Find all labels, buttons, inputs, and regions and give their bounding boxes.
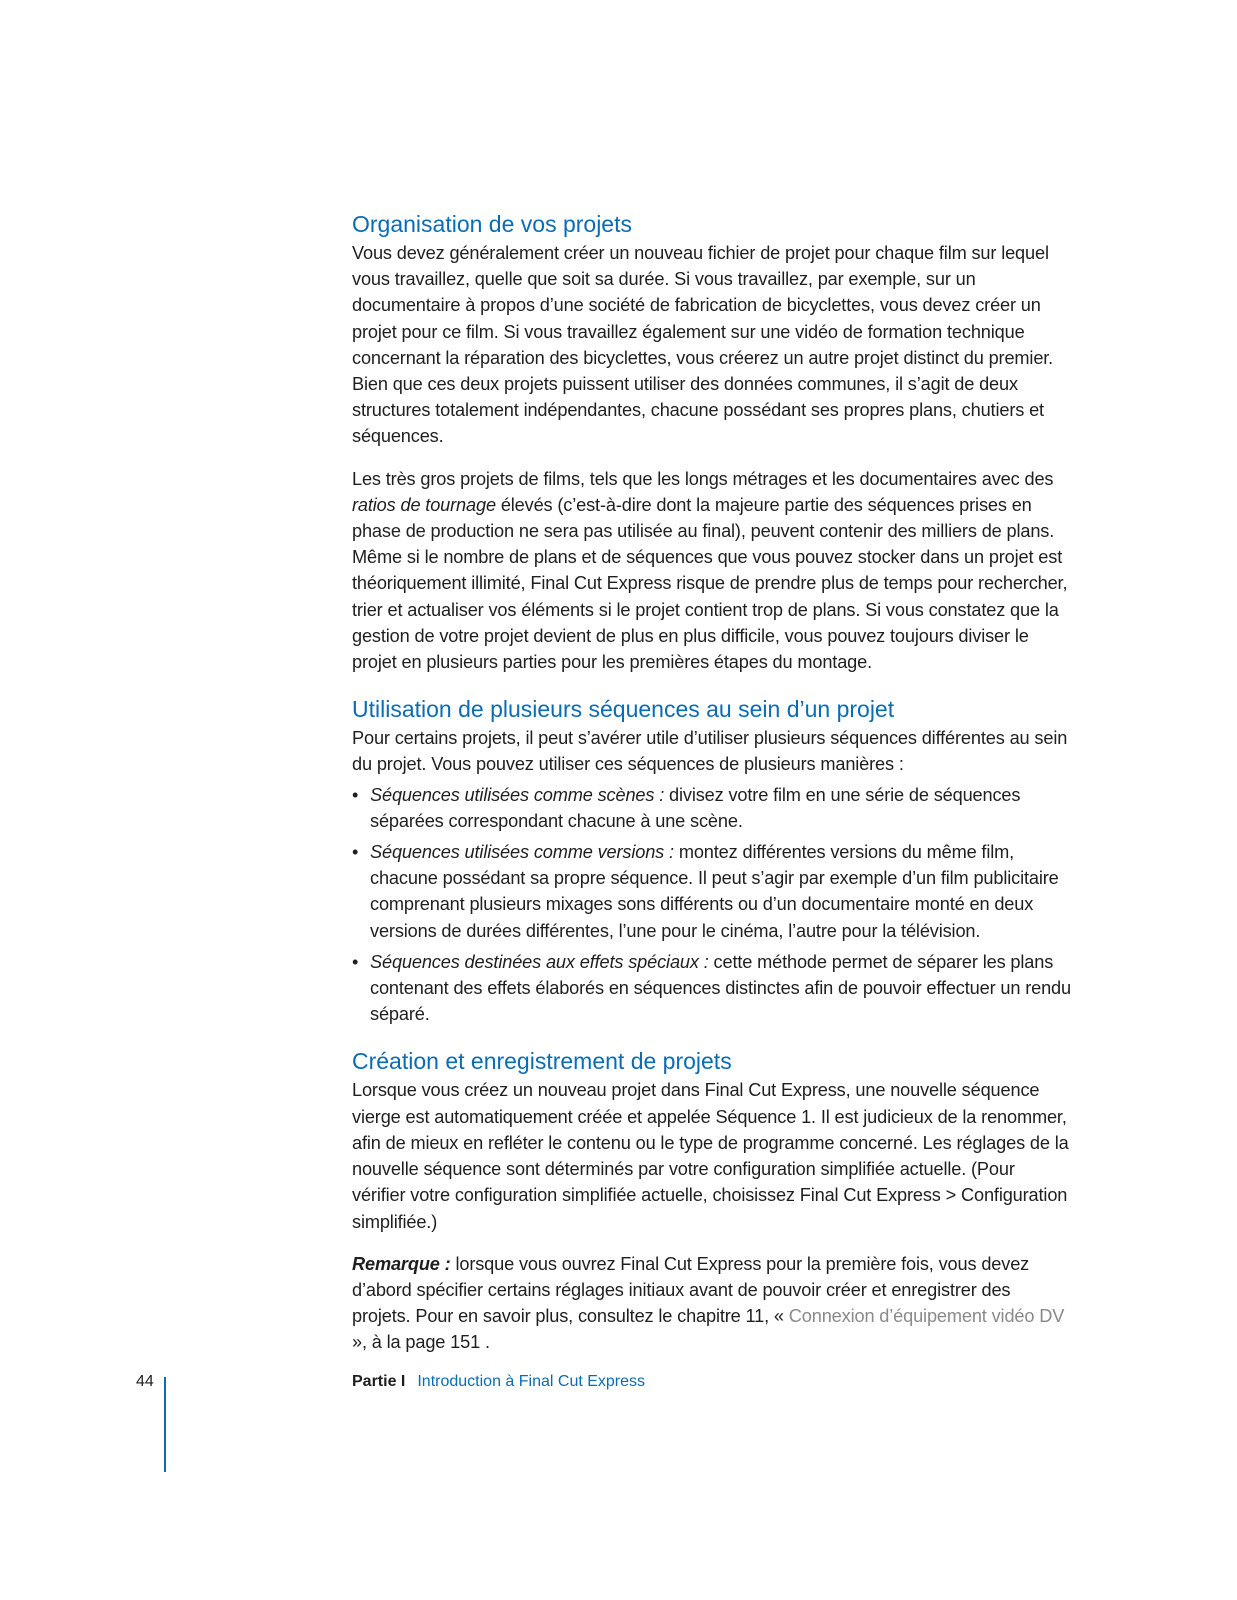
running-footer [352, 1372, 645, 1392]
cross-reference-link[interactable]: Connexion d’équipement vidéo DV [788, 1306, 1065, 1327]
list-item-text: montez différentes versions du même film, chacune possédant sa propre séquence. Il peut s’agir par exemple d’un film publicitaire comprenant plusieurs mixages sons différents ou d’un documentaire monté en deux versions de durées différentes, l’une pour le cinéma, l’autre pour la télévision. [370, 842, 1059, 941]
chapter-title: Introduction à Final Cut Express [417, 1373, 646, 1390]
page-number: 44 [136, 1373, 154, 1390]
list-item [352, 839, 1072, 944]
body-paragraph: Vous devez généralement créer un nouveau fichier de projet pour chaque film sur lequel vous travaillez, quelle que soit sa durée. Si vous travaillez, par exemple, sur un documentaire à propos d’une société de fabrication de bicyclettes, vous devez créer un projet pour ce film. Si vous travaillez également sur une vidéo de formation technique concernant la réparation des bicyclettes, vous créerez un autre projet distinct du premier. Bien que ces deux projets puissent utiliser des données communes, il s’agit de deux structures totalement indépendantes, chacune possédant ses propres plans, chutiers et séquences. [352, 243, 1054, 447]
page-content [352, 210, 1072, 1356]
body-paragraph: Pour certains projets, il peut s’avérer utile d’utiliser plusieurs séquences différentes au sein du projet. Vous pouvez utiliser ces séquences de plusieurs manières : [352, 728, 1068, 775]
section-heading: Création et enregistrement de projets [352, 1048, 732, 1075]
list-item-text: divisez votre film en une série de séquences séparées correspondant chacune à une scène. [370, 784, 1021, 831]
note-text: lorsque vous ouvrez Final Cut Express pour la première fois, vous devez d’abord spécifier certains réglages initiaux avant de pouvoir créer et enregistrer des projets. Pour en savoir plus, consultez le chapitre 11, « [352, 1253, 1030, 1327]
paragraph-text: élevés (c’est-à-dire dont la majeure partie des séquences prises en phase de production ne sera pas utilisée au final), peuvent contenir des milliers de plans. Même si le nombre de plans et de séquences que vous pouvez stocker dans un projet est théoriquement illimité, Final Cut Express risque de prendre plus de temps pour rechercher, trier et actualiser vos éléments si le projet contient trop de plans. Si vous constatez que la gestion de votre projet devient de plus en plus difficile, vous pouvez toujours diviser le projet en plusieurs parties pour les premières étapes du montage. [352, 494, 1068, 673]
part-label: Partie I [352, 1373, 406, 1390]
section-heading: Organisation de vos projets [352, 211, 632, 237]
bullet-icon: • [352, 842, 359, 863]
italic-term: Séquences utilisées comme versions : [370, 842, 679, 863]
list-item-text: cette méthode permet de séparer les plans contenant des effets élaborés en séquences distinctes afin de pouvoir effectuer un rendu séparé. [370, 951, 1071, 1025]
bullet-icon: • [352, 784, 359, 805]
italic-term: Séquences utilisées comme scènes : [370, 784, 670, 805]
body-paragraph [352, 466, 1072, 676]
section-heading: Utilisation de plusieurs séquences au sein d’un projet [352, 696, 895, 723]
italic-term: ratios de tournage [352, 494, 496, 515]
note-label: Remarque : [352, 1253, 456, 1274]
section-organisation [352, 210, 1072, 675]
italic-term: Séquences destinées aux effets spéciaux : [370, 951, 714, 972]
note-text: », à la page 151 . [352, 1332, 490, 1353]
list-item [352, 782, 1072, 834]
body-paragraph: Lorsque vous créez un nouveau projet dans Final Cut Express, une nouvelle séquence vierge est automatiquement créée et appelée Séquence 1. Il est judicieux de la renommer, afin de mieux en refléter le contenu ou le type de programme concerné. Les réglages de la nouvelle séquence sont déterminés par votre configuration simplifiée actuelle. (Pour vérifier votre configuration simplifiée actuelle, choisissez Final Cut Express > Configuration simplifiée.) [352, 1080, 1069, 1232]
bullet-icon: • [352, 951, 359, 972]
list-item [352, 949, 1072, 1028]
paragraph-text: Les très gros projets de films, tels que les longs métrages et les documentaires avec des [352, 468, 1054, 489]
bullet-list [352, 782, 1072, 1028]
note-paragraph [352, 1251, 1072, 1356]
section-creation [352, 1047, 1072, 1355]
footer-divider [164, 1377, 166, 1472]
section-multiple-sequences [352, 695, 1072, 1027]
